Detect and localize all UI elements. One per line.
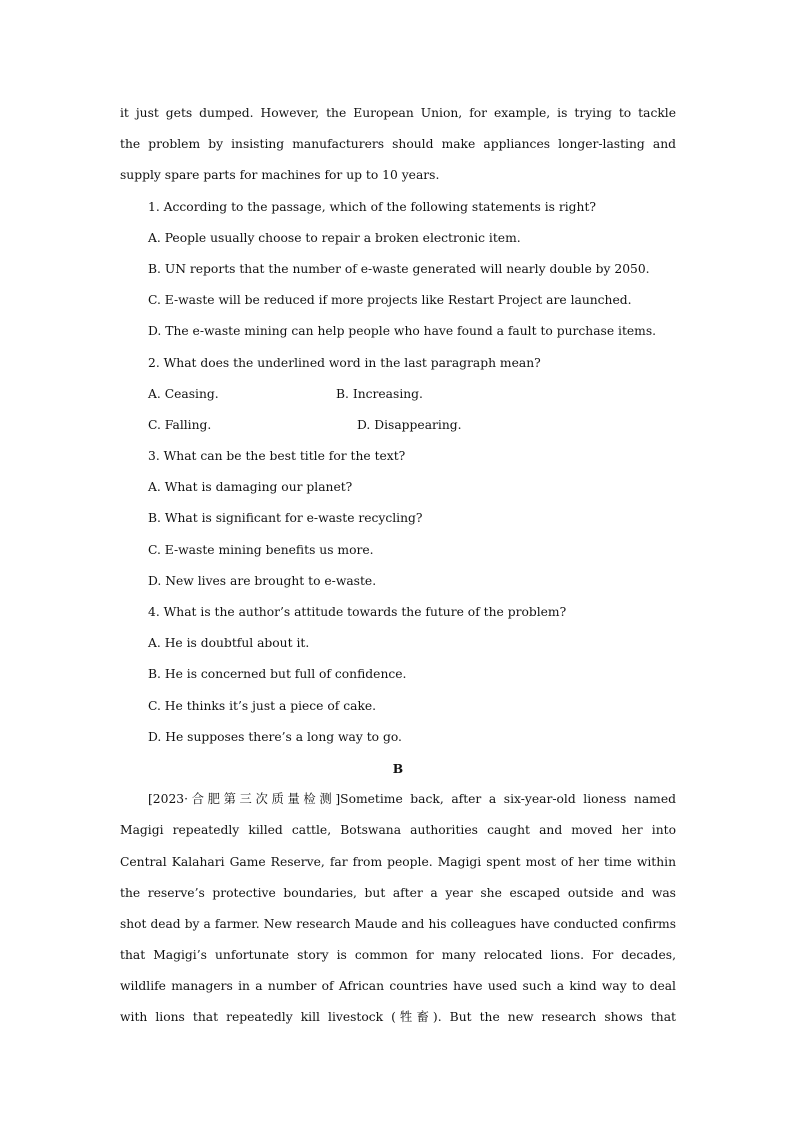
section-b-passage-start: Sometime back, after a six-year-old lioness named [340, 792, 676, 807]
question-4-option-a: A. He is doubtful about it. [148, 636, 310, 651]
question-4-option-b: B. He is concerned but full of confidence. [148, 667, 407, 682]
passage-line: Magigi repeatedly killed cattle, Botswana authorities caught and moved her into [120, 823, 676, 838]
question-4-option-d: D. He supposes there’s a long way to go. [148, 729, 402, 744]
question-2-stem: 2. What does the underlined word in the last paragraph mean? [148, 355, 541, 370]
passage-line: wildlife managers in a number of African countries have used such a kind way to deal [120, 979, 676, 994]
passage-line: it just gets dumped. However, the European Union, for example, is trying to tackle [120, 106, 676, 120]
question-2-option-d: D. Disappearing. [357, 417, 462, 432]
question-3-option-d: D. New lives are brought to e-waste. [148, 573, 377, 588]
passage-line: the reserve’s protective boundaries, but after a year she escaped outside and was [120, 885, 676, 900]
question-3-stem: 3. What can be the best title for the text? [148, 449, 406, 464]
passage-line: shot dead by a farmer. New research Maude and his colleagues have conducted confirms [120, 916, 676, 931]
question-1-option-a: A. People usually choose to repair a broken electronic item. [148, 230, 521, 245]
question-3-option-b: B. What is significant for e-waste recycling? [148, 511, 423, 526]
question-2-options-row-1 [120, 379, 676, 410]
passage-line: the problem by insisting manufacturers should make appliances longer-lasting and [120, 137, 676, 152]
question-2-option-b: B. Increasing. [336, 386, 423, 401]
question-3-option-c: C. E-waste mining benefits us more. [148, 542, 374, 557]
question-3-option-a: A. What is damaging our planet? [148, 480, 353, 495]
section-b-first-line [120, 784, 676, 815]
question-1-option-d: D. The e-waste mining can help people who have found a fault to purchase items. [148, 324, 657, 339]
question-2-option-a: A. Ceasing. [148, 386, 219, 401]
section-b-heading: B [392, 760, 404, 776]
question-4-option-c: C. He thinks it’s just a piece of cake. [148, 698, 377, 713]
question-1-option-c: C. E-waste will be reduced if more projects like Restart Project are launched. [148, 293, 632, 308]
question-4-stem: 4. What is the author’s attitude towards the future of the problem? [148, 605, 567, 619]
passage-line: with lions that repeatedly kill livestock (牲畜). But the new research shows that [120, 1010, 676, 1025]
passage-line: that Magigi’s unfortunate story is common for many relocated lions. For decades, [120, 948, 676, 963]
question-2-option-c: C. Falling. [148, 417, 212, 432]
document-page [120, 98, 676, 1034]
section-b-source-tag: [2023·合肥第三次质量检测] [148, 792, 341, 807]
passage-line: supply spare parts for machines for up to 10 years. [120, 168, 440, 183]
passage-line: Central Kalahari Game Reserve, far from people. Magigi spent most of her time within [120, 854, 676, 869]
question-1-option-b: B. UN reports that the number of e-waste generated will nearly double by 2050. [148, 261, 650, 276]
question-2-options-row-2 [120, 410, 676, 441]
question-1-stem: 1. According to the passage, which of the following statements is right? [148, 199, 597, 214]
